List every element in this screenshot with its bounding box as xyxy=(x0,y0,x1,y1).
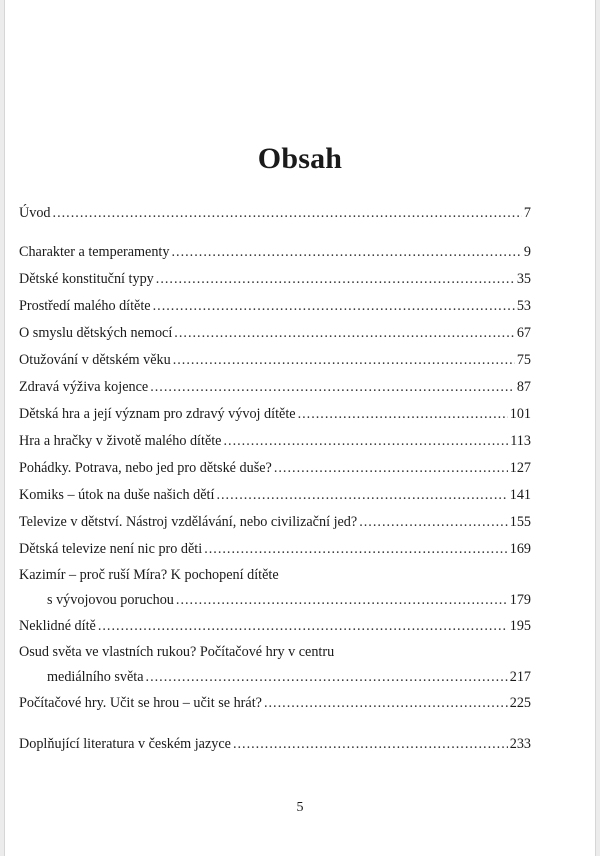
dot-leader xyxy=(359,509,508,536)
toc-entry xyxy=(19,266,531,293)
toc-entry-title: Úvod xyxy=(19,205,51,221)
toc-entry-page: 141 xyxy=(509,487,531,503)
dot-leader xyxy=(176,587,508,613)
toc-entry xyxy=(19,347,531,374)
toc-entry-title: Kazimír – proč ruší Míra? K pochopení dítěte xyxy=(19,567,279,583)
toc-entry-title: Prostředí malého dítěte xyxy=(19,298,151,314)
toc-entry xyxy=(19,482,531,509)
toc-entry xyxy=(19,293,531,320)
dot-leader xyxy=(156,266,515,293)
toc-entry-title: Dětské konstituční typy xyxy=(19,271,154,287)
dot-leader xyxy=(298,401,508,428)
toc-entry-title: O smyslu dětských nemocí xyxy=(19,325,173,341)
toc-entry-page: 225 xyxy=(509,695,531,711)
toc-entry xyxy=(19,374,531,401)
dot-leader xyxy=(98,613,508,640)
toc-entry-page: 87 xyxy=(516,379,531,395)
toc-entry-title: Doplňující literatura v českém jazyce xyxy=(19,736,231,752)
toc-entry-page: 169 xyxy=(509,541,531,557)
toc-entry xyxy=(19,613,531,640)
toc-entry-title: Televize v dětství. Nástroj vzdělávání, nebo civilizační jed? xyxy=(19,514,358,530)
toc-entry-title: Komiks – útok na duše našich dětí xyxy=(19,487,215,503)
toc-entry-page: 9 xyxy=(523,244,531,260)
toc-entry-page: 67 xyxy=(516,325,531,341)
dot-leader xyxy=(53,200,522,227)
toc-entry xyxy=(19,509,531,536)
toc-entry xyxy=(19,455,531,482)
toc-entry-title: Charakter a temperamenty xyxy=(19,244,170,260)
toc-entry-title: Dětská televize není nic pro děti xyxy=(19,541,203,557)
toc-entry-page: 155 xyxy=(509,514,531,530)
toc-entry-title-continued: s vývojovou poruchou xyxy=(47,592,174,608)
toc-entry-title: Neklidné dítě xyxy=(19,618,96,634)
toc-entry-page: 195 xyxy=(509,618,531,634)
toc-entry xyxy=(19,563,531,613)
toc-entry-title: Hra a hračky v životě malého dítěte xyxy=(19,433,222,449)
dot-leader xyxy=(150,374,515,401)
toc-entry-page: 127 xyxy=(509,460,531,476)
toc-entry-title: Pohádky. Potrava, nebo jed pro dětské duše? xyxy=(19,460,272,476)
toc-entry xyxy=(19,690,531,717)
dot-leader xyxy=(153,293,515,320)
toc-entry xyxy=(19,200,531,227)
dot-leader xyxy=(174,320,515,347)
toc-entry xyxy=(19,640,531,690)
table-of-contents xyxy=(19,200,531,758)
toc-entry-page: 7 xyxy=(523,205,531,221)
page-number: 5 xyxy=(296,800,304,815)
toc-entry-page: 53 xyxy=(516,298,531,314)
toc-entry xyxy=(19,239,531,266)
toc-entry xyxy=(19,428,531,455)
toc-entry-page: 113 xyxy=(510,433,531,449)
dot-leader xyxy=(146,664,508,690)
dot-leader xyxy=(173,347,515,374)
toc-entry xyxy=(19,401,531,428)
dot-leader xyxy=(171,239,521,266)
toc-entry-title: Otužování v dětském věku xyxy=(19,352,171,368)
dot-leader xyxy=(223,428,508,455)
toc-entry-page: 217 xyxy=(509,669,531,685)
book-page xyxy=(4,0,596,856)
toc-entry xyxy=(19,320,531,347)
toc-entry xyxy=(19,536,531,563)
toc-entry-page: 233 xyxy=(509,736,531,752)
dot-leader xyxy=(264,690,508,717)
dot-leader xyxy=(274,455,508,482)
toc-entry-page: 179 xyxy=(509,592,531,608)
toc-entry-title: Počítačové hry. Učit se hrou – učit se hrát? xyxy=(19,695,262,711)
toc-entry-title: Osud světa ve vlastních rukou? Počítačové hry v centru xyxy=(19,644,335,660)
page-title: Obsah xyxy=(257,142,343,175)
toc-entry-title: Dětská hra a její význam pro zdravý vývoj dítěte xyxy=(19,406,296,422)
toc-entry-title: Zdravá výživa kojence xyxy=(19,379,149,395)
toc-entry-page: 101 xyxy=(509,406,531,422)
toc-entry-title-continued: mediálního světa xyxy=(47,669,144,685)
dot-leader xyxy=(216,482,507,509)
dot-leader xyxy=(233,731,508,758)
toc-entry xyxy=(19,731,531,758)
toc-entry-page: 75 xyxy=(516,352,531,368)
toc-entry-page: 35 xyxy=(516,271,531,287)
dot-leader xyxy=(204,536,508,563)
